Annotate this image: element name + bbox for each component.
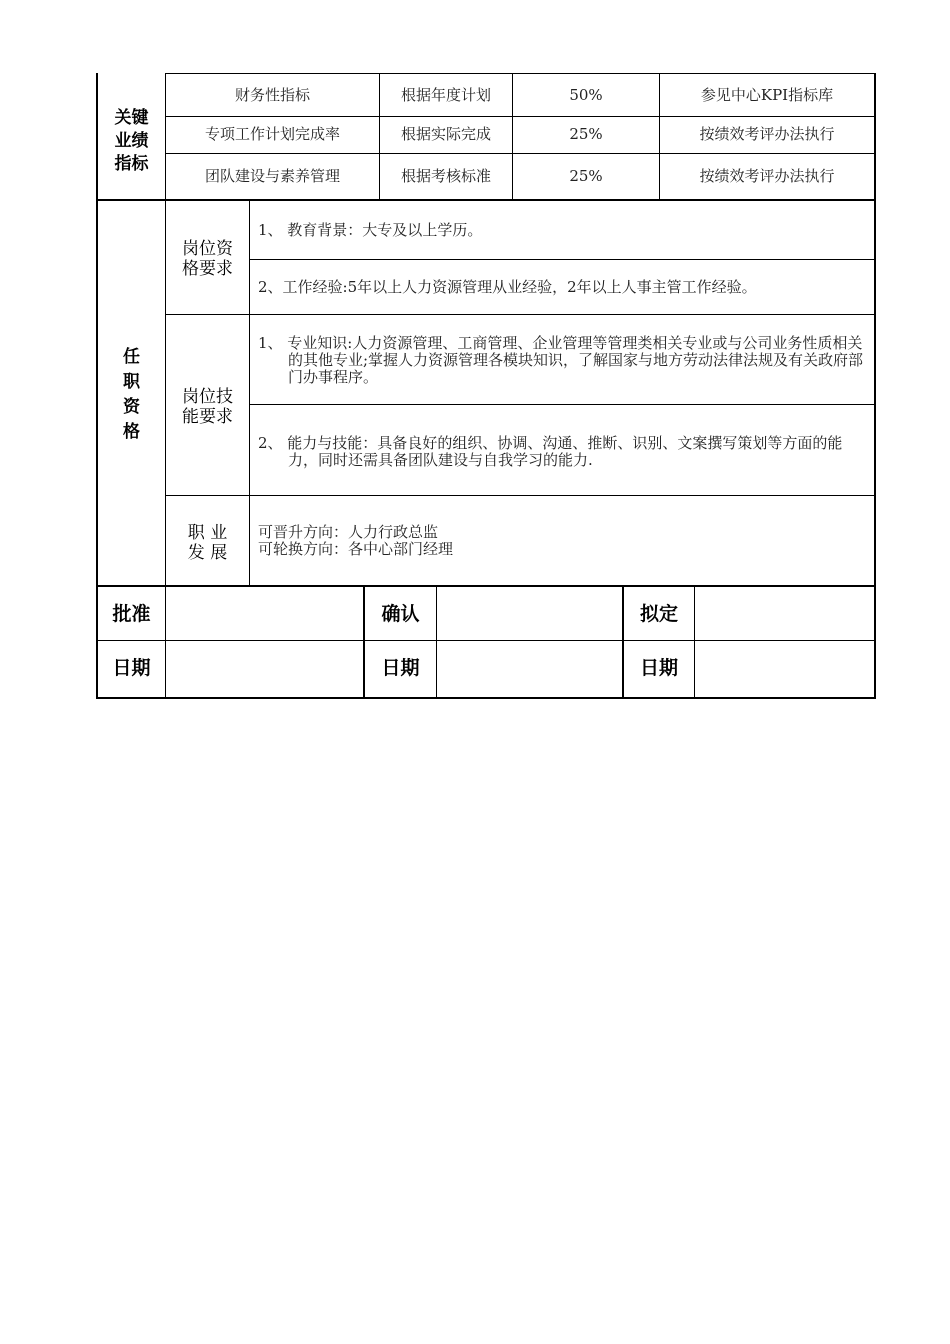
professional-knowledge: 1、 专业知识:人力资源管理、工商管理、企业管理等管理类相关专业或与公司业务性质相关的其他专业;掌握人力资源管理各模块知识，了解国家与地方劳动法律法规及有关政府部门办事程序。	[258, 334, 864, 386]
kpi-row-1-indicator: 财务性指标	[234, 86, 310, 104]
experience-requirement: 2、工作经验:5年以上人力资源管理从业经验，2年以上人事主管工作经验。	[258, 278, 757, 296]
education-requirement: 1、 教育背景：大专及以上学历。	[258, 221, 483, 239]
kpi-section-label: 关键 业绩 指标	[114, 108, 149, 174]
kpi-row-2-basis: 根据实际完成	[400, 125, 491, 143]
confirm-date-cell	[437, 641, 622, 697]
promotion-path: 可晋升方向：人力行政总监	[258, 523, 439, 541]
kpi-row-1-basis: 根据年度计划	[400, 86, 491, 104]
approve-date-cell	[166, 641, 363, 697]
career-label: 职 业 发 展	[187, 523, 228, 563]
draft-label: 拟定	[639, 603, 678, 625]
confirm-label: 确认	[381, 603, 420, 625]
approve-label: 批准	[112, 603, 151, 625]
approve-date-label: 日期	[112, 657, 151, 679]
kpi-row-1-weight: 50%	[569, 86, 603, 104]
kpi-row-3-basis: 根据考核标准	[400, 167, 491, 185]
confirm-date-label: 日期	[381, 657, 420, 679]
kpi-row-3-weight: 25%	[569, 167, 603, 185]
rotation-path: 可轮换方向：各中心部门经理	[258, 540, 454, 558]
draft-date-cell	[695, 641, 874, 697]
approve-signature-cell	[166, 587, 363, 640]
draft-signature-cell	[695, 587, 874, 640]
position-skills-label: 岗位技 能要求	[182, 387, 233, 427]
qualification-section-label: 任 职 资 格	[123, 347, 140, 442]
career-paths	[258, 524, 453, 558]
kpi-row-2-method: 按绩效考评办法执行	[699, 125, 835, 143]
kpi-row-2-indicator: 专项工作计划完成率	[204, 125, 340, 143]
draft-date-label: 日期	[639, 657, 678, 679]
kpi-row-3-indicator: 团队建设与素养管理	[204, 167, 340, 185]
kpi-row-1-method: 参见中心KPI指标库	[700, 86, 834, 104]
kpi-row-2-weight: 25%	[569, 125, 603, 143]
ability-skills: 2、 能力与技能：具备良好的组织、协调、沟通、推断、识别、文案撰写策划等方面的能力，同时还需具备团队建设与自我学习的能力.	[258, 434, 843, 469]
position-qualification-label: 岗位资 格要求	[182, 239, 233, 279]
confirm-signature-cell	[437, 587, 622, 640]
kpi-row-3-method: 按绩效考评办法执行	[699, 167, 835, 185]
